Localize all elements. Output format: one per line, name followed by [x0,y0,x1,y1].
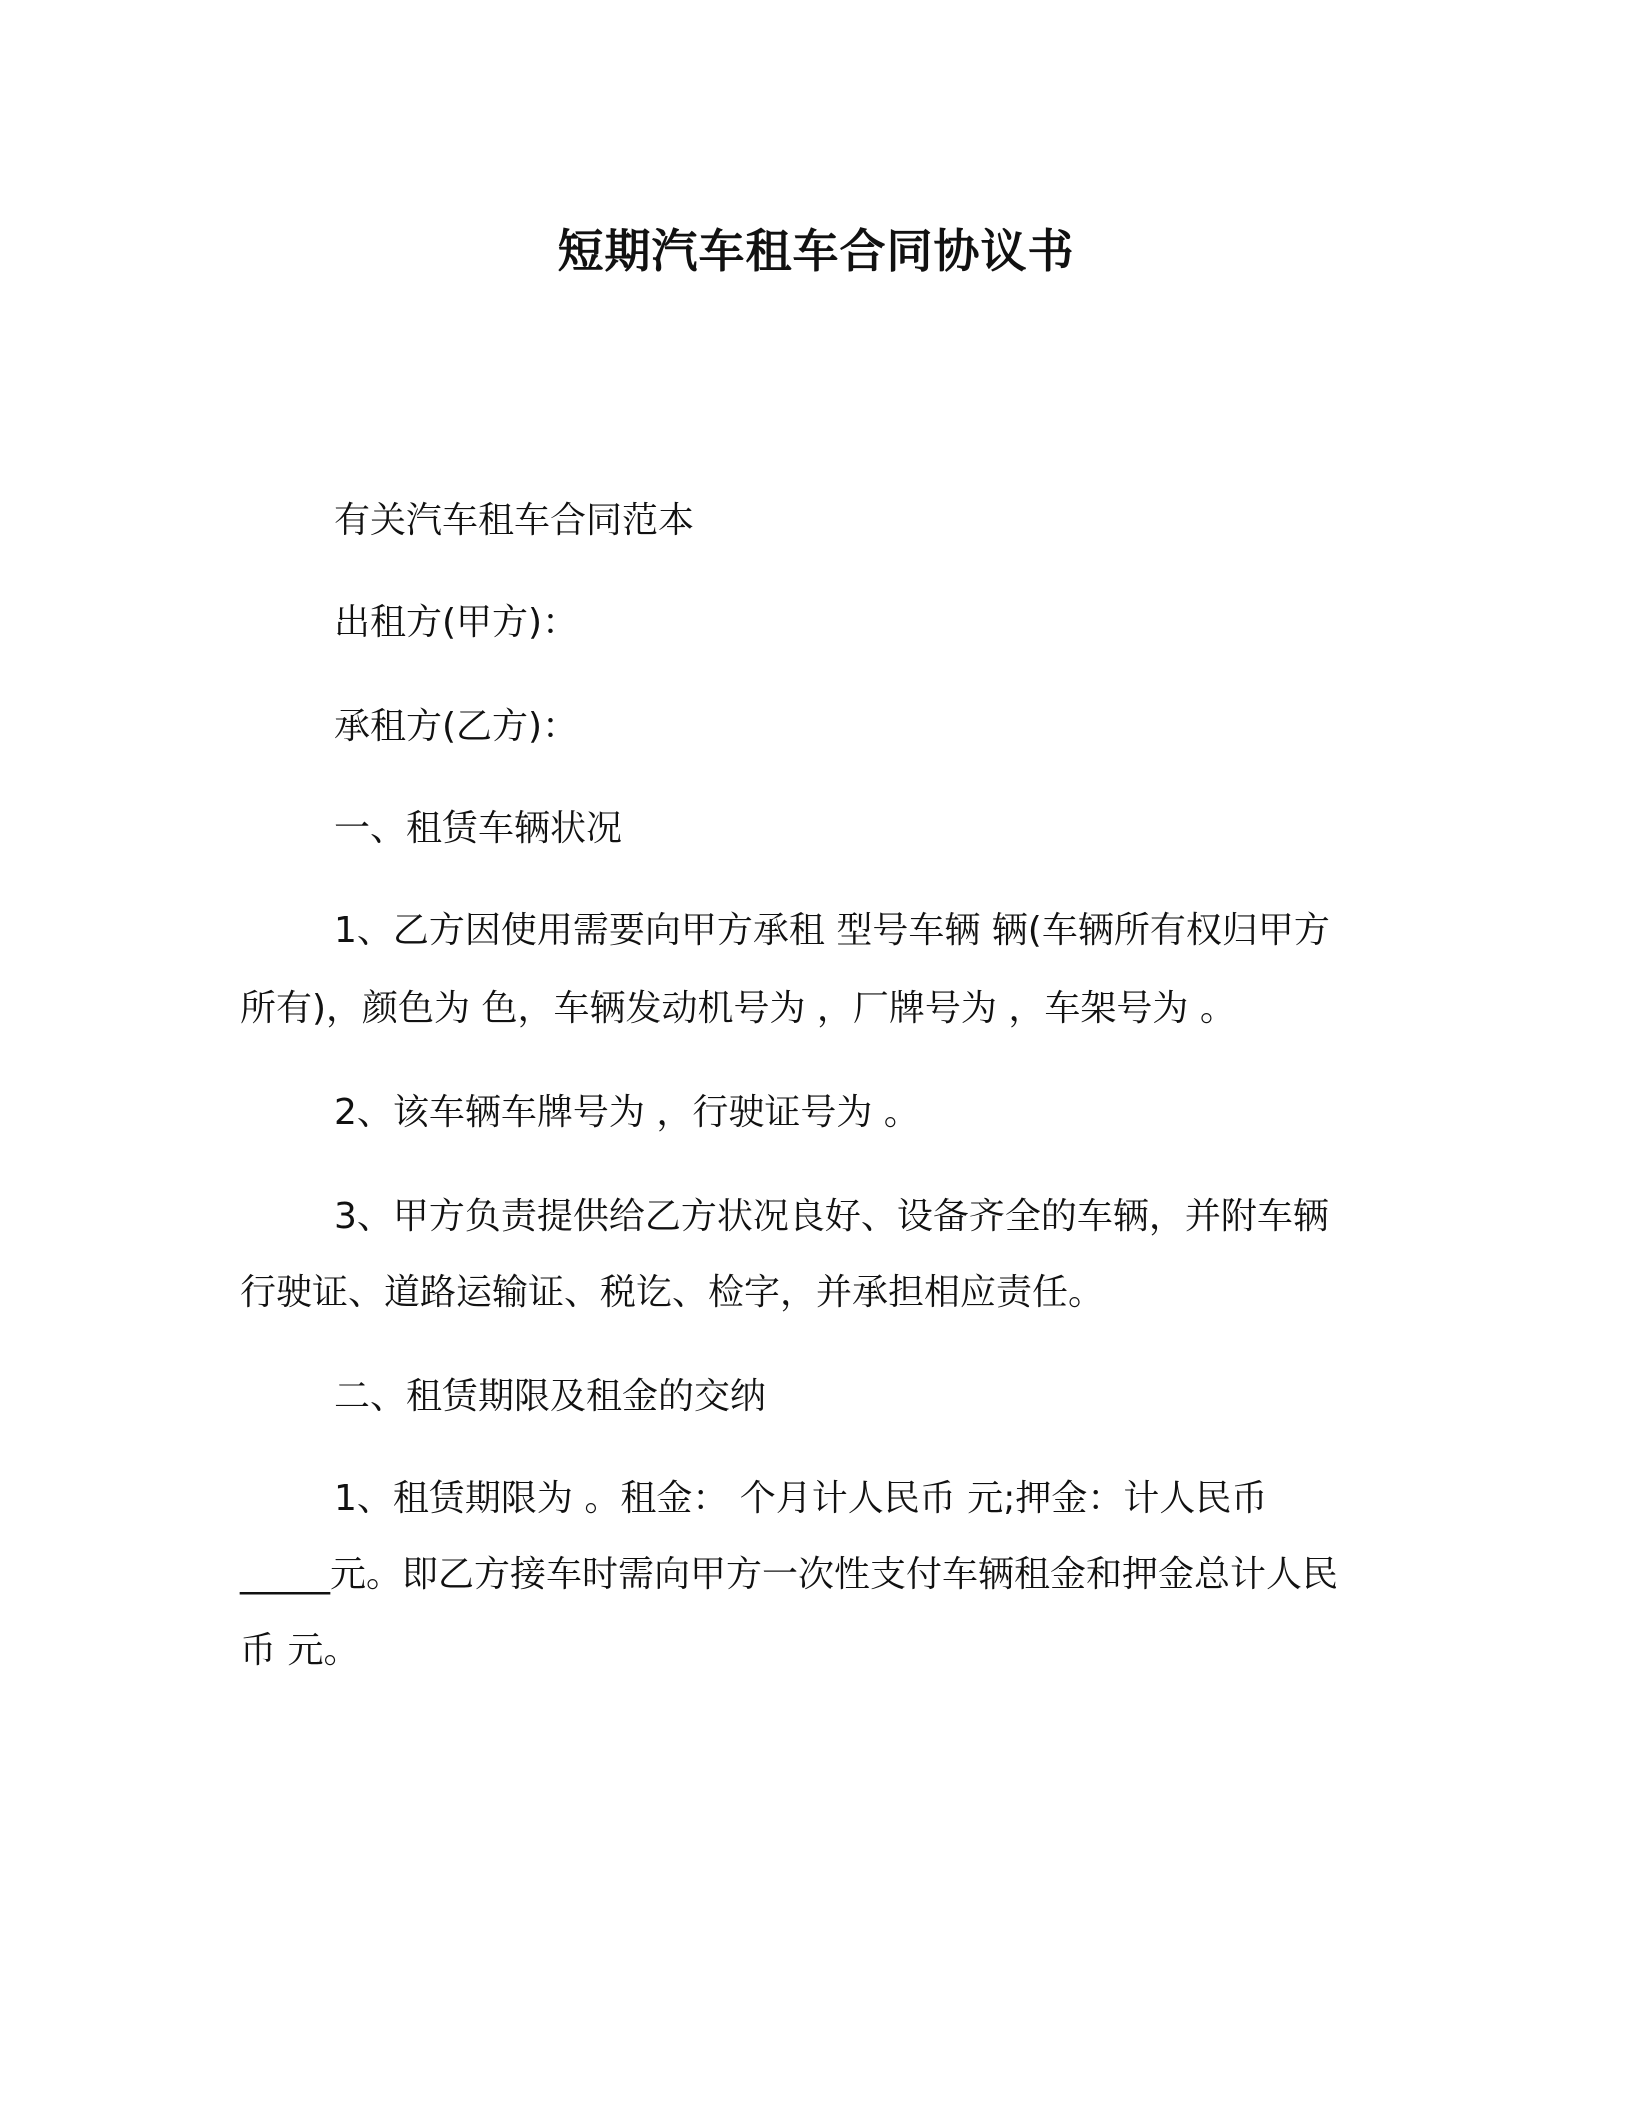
paragraph-vehicle-1-line1: 1、乙方因使用需要向甲方承租 型号车辆 辆(车辆所有权归甲方 [334,910,1330,951]
section-heading-term: 二、租赁期限及租金的交纳 [334,1376,767,1417]
paragraph-term-1-line1: 1、租赁期限为 。租金： 个月计人民币 元;押金：计人民币 [334,1478,1268,1519]
paragraph-vehicle-3-line1: 3、甲方负责提供给乙方状况良好、设备齐全的车辆，并附车辆 [334,1196,1329,1237]
paragraph-term-1-line2: _____元。即乙方接车时需向甲方一次性支付车辆租金和押金总计人民 [240,1554,1339,1595]
document-title: 短期汽车租车合同协议书 [557,224,1075,278]
paragraph-lessor: 出租方(甲方)： [334,602,579,643]
paragraph-vehicle-2: 2、该车辆车牌号为 ，行驶证号为 。 [334,1092,920,1133]
paragraph-term-1-line3: 币 元。 [240,1630,360,1671]
paragraph-lessee: 承租方(乙方)： [334,706,579,747]
section-heading-vehicle: 一、租赁车辆状况 [334,808,623,849]
paragraph-intro: 有关汽车租车合同范本 [334,500,695,541]
paragraph-vehicle-1-line2: 所有)，颜色为 色，车辆发动机号为 ，厂牌号为 ，车架号为 。 [240,988,1236,1029]
paragraph-vehicle-3-line2: 行驶证、道路运输证、税讫、检字，并承担相应责任。 [240,1272,1105,1313]
